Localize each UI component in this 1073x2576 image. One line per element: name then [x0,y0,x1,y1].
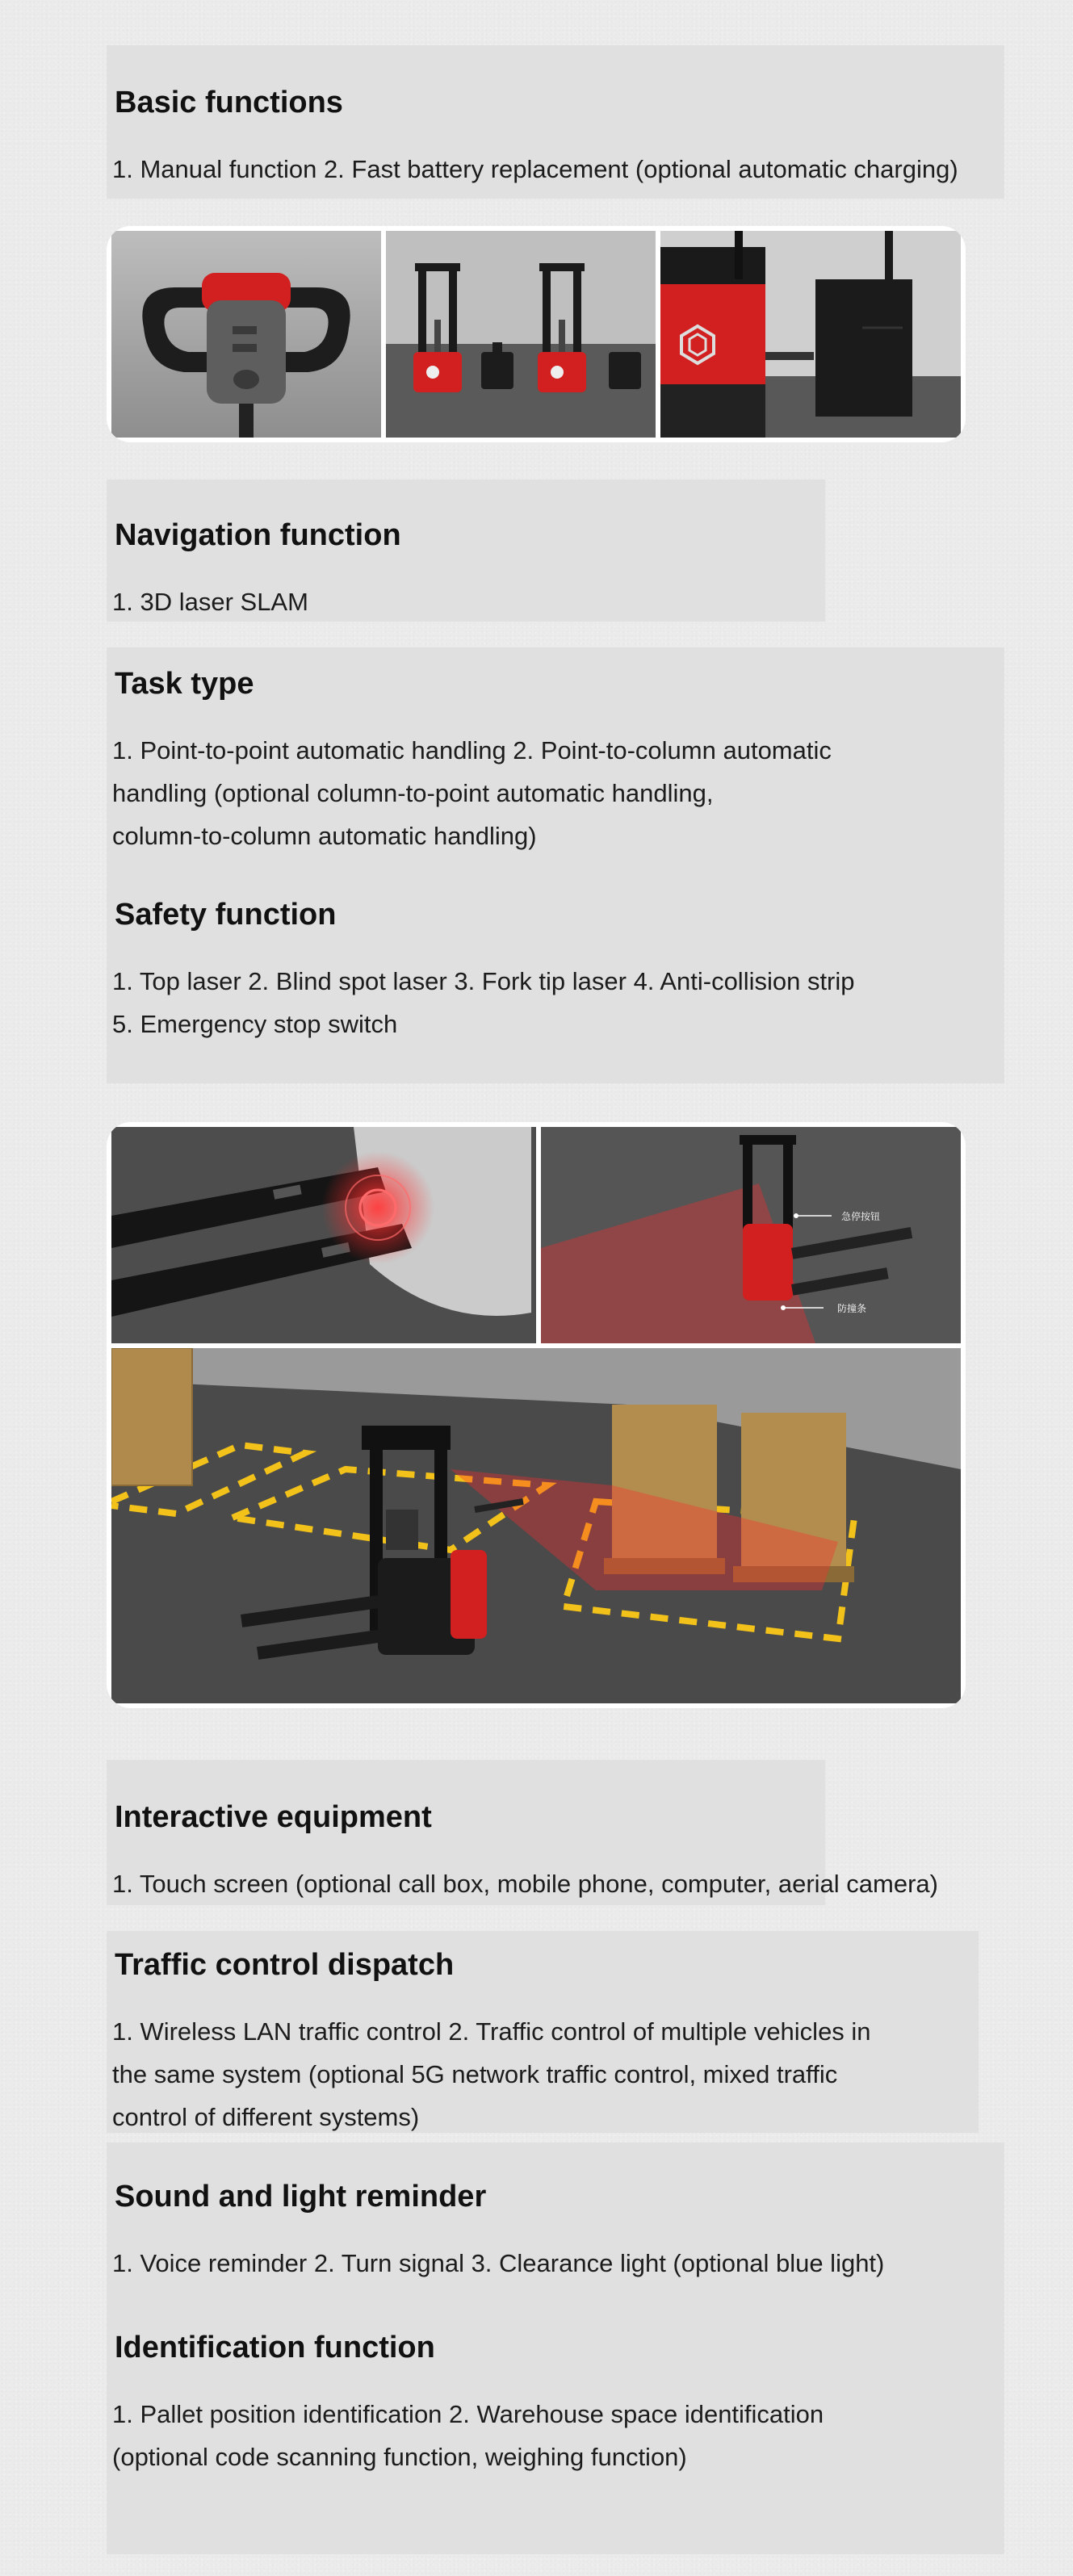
body-line: 1. 3D laser SLAM [112,588,308,616]
section-title-traffic: Traffic control dispatch [115,1948,455,1982]
section-title-navigation: Navigation function [115,518,401,552]
photo-warehouse-top-laser [111,1348,961,1703]
basic-photo-strip [107,226,966,442]
photo-blind-spot-laser [541,1127,961,1343]
section-title-task: Task type [115,667,254,701]
callout-anti-collision: 防撞条 [837,1303,867,1314]
body-line: 1. Top laser 2. Blind spot laser 3. Fork tip laser 4. Anti-collision strip [112,967,855,995]
body-line: 5. Emergency stop switch [112,1010,398,1038]
body-line: 1. Pallet position identification 2. Warehouse space identification [112,2400,824,2428]
section-body-task [112,729,832,857]
body-line: (optional code scanning function, weighing function) [112,2443,687,2471]
section-body-navigation [112,580,308,623]
section-title-safety: Safety function [115,898,337,932]
body-line: 1. Voice reminder 2. Turn signal 3. Clearance light (optional blue light) [112,2249,885,2277]
section-title-sound: Sound and light reminder [115,2180,487,2214]
section-body-interactive [112,1862,938,1905]
section-body-traffic [112,2010,871,2138]
body-line: 1. Point-to-point automatic handling 2. Point-to-column automatic [112,736,832,764]
section-body-identification [112,2393,824,2478]
photo-two-vehicles [386,231,656,438]
body-line: column-to-column automatic handling) [112,822,537,850]
photo-charging-station [660,231,961,438]
body-line: the same system (optional 5G network traffic control, mixed traffic [112,2060,838,2088]
section-body-safety [112,960,855,1045]
body-line: 1. Manual function 2. Fast battery replacement (optional automatic charging) [112,155,958,183]
safety-photo-collage [107,1122,966,1708]
body-line: 1. Wireless LAN traffic control 2. Traffic control of multiple vehicles in [112,2017,871,2046]
body-line: control of different systems) [112,2103,420,2131]
section-title-identification: Identification function [115,2331,435,2364]
photo-tiller-handle [111,231,381,438]
body-line: handling (optional column-to-point automatic handling, [112,779,714,807]
photo-fork-tip-laser [111,1127,536,1343]
callout-emergency-stop: 急停按钮 [841,1211,881,1222]
section-body-basic [112,148,958,191]
section-title-basic: Basic functions [115,86,343,119]
section-body-sound [112,2242,884,2285]
body-line: 1. Touch screen (optional call box, mobile phone, computer, aerial camera) [112,1870,938,1898]
section-title-interactive: Interactive equipment [115,1800,432,1834]
